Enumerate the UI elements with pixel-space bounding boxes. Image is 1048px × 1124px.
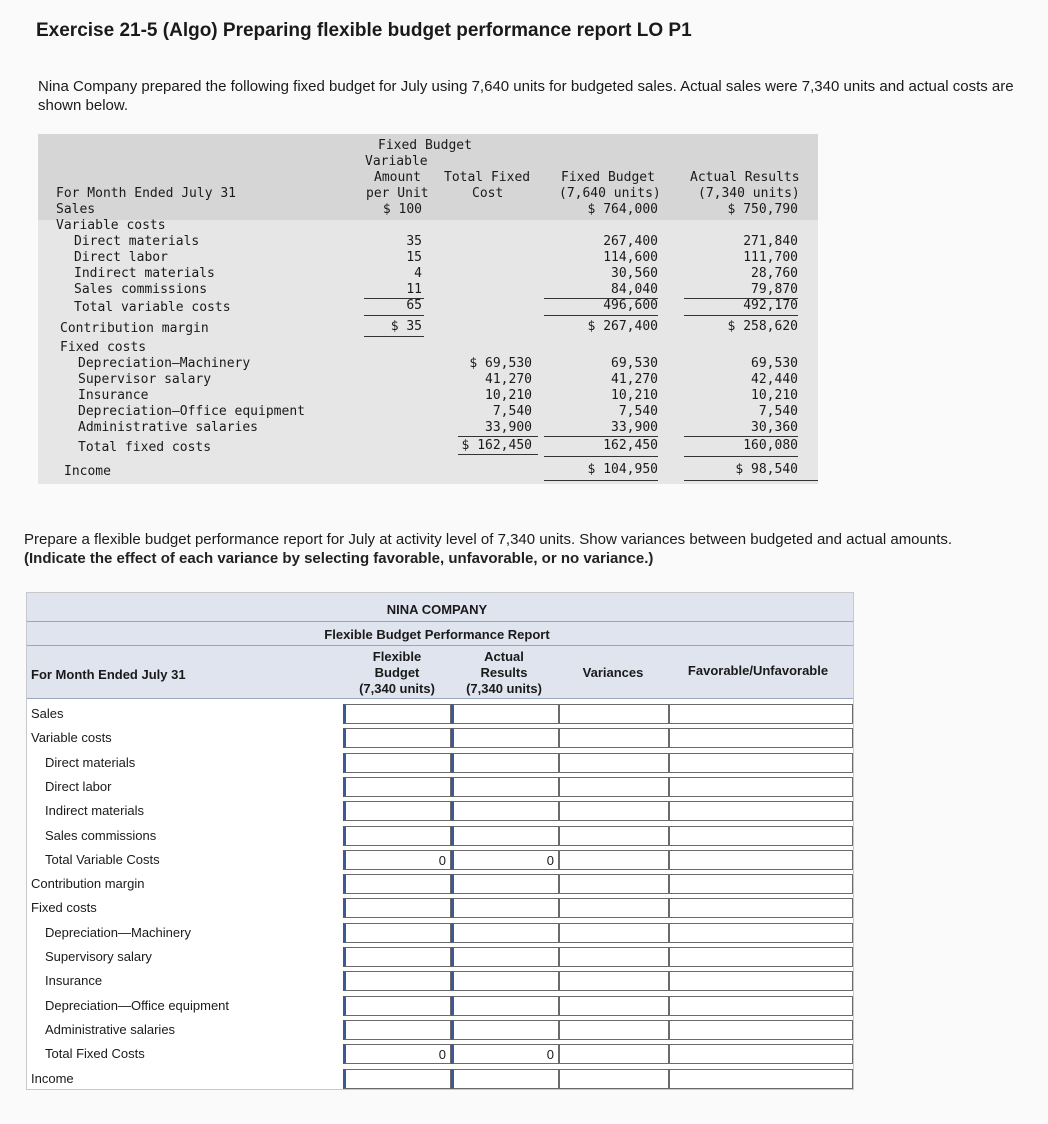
variance-input[interactable] xyxy=(559,1069,669,1089)
variance-input[interactable] xyxy=(559,923,669,943)
report-row-label: Variable costs xyxy=(31,730,112,745)
favorable-unfavorable-select[interactable] xyxy=(669,777,853,797)
header-divider xyxy=(27,645,853,646)
flexible-budget-input[interactable] xyxy=(343,850,451,870)
col-flexible-line3: (7,340 units) xyxy=(359,681,435,696)
favorable-unfavorable-select[interactable] xyxy=(669,1069,853,1089)
variance-input[interactable] xyxy=(559,996,669,1016)
actual-results-input[interactable] xyxy=(451,753,559,773)
col-actual-line1: Actual xyxy=(484,649,524,664)
var-amount-header-1: Fixed Budget xyxy=(378,138,472,153)
fb-im-actual: 28,760 xyxy=(751,266,798,281)
computed-total-value: 0 xyxy=(546,853,554,868)
variance-input[interactable] xyxy=(559,753,669,773)
flexible-budget-input[interactable] xyxy=(343,923,451,943)
favorable-unfavorable-select[interactable] xyxy=(669,996,853,1016)
favorable-unfavorable-select[interactable] xyxy=(669,801,853,821)
report-row-label: Fixed costs xyxy=(31,900,97,915)
favorable-unfavorable-select[interactable] xyxy=(669,947,853,967)
fb-tvc-actual: 492,170 xyxy=(743,298,798,313)
flexible-budget-input[interactable] xyxy=(343,996,451,1016)
total-fixed-header-2: Cost xyxy=(472,186,504,201)
actual-header-2: (7,340 units) xyxy=(698,186,800,201)
fb-row-label-income: Income xyxy=(64,464,111,479)
fb-sc-budget: 84,040 xyxy=(611,282,658,297)
col-flexible-header xyxy=(345,649,449,697)
actual-results-input[interactable] xyxy=(451,923,559,943)
favorable-unfavorable-select[interactable] xyxy=(669,898,853,918)
report-subtitle: Flexible Budget Performance Report xyxy=(324,627,550,642)
exercise-intro: Nina Company prepared the following fixed budget for July using 7,640 units for budgeted sales. Actual sales were 7,340 units and actual costs are shown below. xyxy=(38,78,1014,114)
fb-underline xyxy=(544,456,658,457)
fb-row-label-insurance: Insurance xyxy=(78,388,149,403)
flexible-budget-input[interactable] xyxy=(343,1044,451,1064)
fb-cm-budget: $ 267,400 xyxy=(587,319,658,334)
col-actual-header xyxy=(451,649,557,697)
fb-underline xyxy=(684,480,818,481)
fb-dl-actual: 111,700 xyxy=(743,250,798,265)
fb-row-label-dep-office: Depreciation–Office equipment xyxy=(78,404,305,419)
actual-results-input[interactable] xyxy=(451,996,559,1016)
favorable-unfavorable-select[interactable] xyxy=(669,850,853,870)
fb-underline xyxy=(684,315,798,316)
variance-input[interactable] xyxy=(559,704,669,724)
fb-sc-actual: 79,870 xyxy=(751,282,798,297)
col-flexible-line2: Budget xyxy=(374,665,420,680)
variance-input[interactable] xyxy=(559,1044,669,1064)
fb-tfc-budget: 162,450 xyxy=(603,438,658,453)
flexible-budget-report xyxy=(26,592,854,1090)
flexible-budget-input[interactable] xyxy=(343,777,451,797)
fb-dep-mach-budget: 69,530 xyxy=(611,356,658,371)
fb-insurance-actual: 10,210 xyxy=(751,388,798,403)
header-divider xyxy=(27,621,853,622)
fb-admin-fixed: 33,900 xyxy=(485,420,532,435)
exercise-title: Exercise 21-5 (Algo) Preparing flexible budget performance report LO P1 xyxy=(36,20,692,41)
fb-underline xyxy=(544,480,658,481)
report-row-label: Contribution margin xyxy=(31,876,145,891)
fb-cm-actual: $ 258,620 xyxy=(727,319,798,334)
var-amount-header-3: Amount xyxy=(374,170,421,185)
fb-row-label-tvc: Total variable costs xyxy=(74,300,231,315)
instructions xyxy=(24,530,1014,568)
fb-insurance-fixed: 10,210 xyxy=(485,388,532,403)
fb-underline xyxy=(544,436,658,437)
total-fixed-header-1: Total Fixed xyxy=(444,170,531,185)
fb-underline xyxy=(684,456,798,457)
fb-supervisor-budget: 41,270 xyxy=(611,372,658,387)
col-variances-header: Variances xyxy=(582,665,644,680)
fb-row-label-period: For Month Ended July 31 xyxy=(56,186,237,201)
fb-im-budget: 30,560 xyxy=(611,266,658,281)
fb-tfc-actual: 160,080 xyxy=(743,438,798,453)
var-amount-header-2: Variable xyxy=(365,154,428,169)
fb-dep-office-fixed: 7,540 xyxy=(492,404,532,419)
col-flexible-line1: Flexible xyxy=(372,649,422,664)
fb-insurance-budget: 10,210 xyxy=(611,388,658,403)
actual-results-input[interactable] xyxy=(451,1044,559,1064)
flexible-budget-input[interactable] xyxy=(343,1069,451,1089)
fb-admin-budget: 33,900 xyxy=(611,420,658,435)
report-period: For Month Ended July 31 xyxy=(31,667,186,682)
variance-input[interactable] xyxy=(559,1020,669,1040)
fb-sc-var: 11 xyxy=(406,282,422,297)
variance-input[interactable] xyxy=(559,898,669,918)
flexible-budget-input[interactable] xyxy=(343,753,451,773)
fixed-budget-header-1: Fixed Budget xyxy=(561,170,655,185)
favorable-unfavorable-select[interactable] xyxy=(669,753,853,773)
report-row-label: Direct materials xyxy=(45,755,136,770)
fb-row-label-sales: Sales xyxy=(56,202,96,217)
fb-dep-mach-fixed: $ 69,530 xyxy=(469,356,532,371)
flexible-budget-input[interactable] xyxy=(343,898,451,918)
flexible-budget-input[interactable] xyxy=(343,704,451,724)
variance-input[interactable] xyxy=(559,728,669,748)
report-row-label: Sales xyxy=(31,706,64,721)
flexible-budget-input[interactable] xyxy=(343,1020,451,1040)
flexible-budget-input[interactable] xyxy=(343,801,451,821)
fb-row-label-dl: Direct labor xyxy=(74,250,168,265)
favorable-unfavorable-select[interactable] xyxy=(669,1020,853,1040)
report-row-label: Sales commissions xyxy=(45,828,157,843)
actual-results-input[interactable] xyxy=(451,777,559,797)
col-actual-line3: (7,340 units) xyxy=(466,681,542,696)
fb-dl-var: 15 xyxy=(406,250,422,265)
fb-row-label-dep-mach: Depreciation–Machinery xyxy=(78,356,251,371)
computed-total-value: 0 xyxy=(438,1047,446,1062)
fb-underline xyxy=(458,436,538,437)
fb-row-label-dm: Direct materials xyxy=(74,234,200,249)
fb-row-label-cm: Contribution margin xyxy=(60,321,209,336)
report-company: NINA COMPANY xyxy=(386,602,488,617)
flexible-budget-input[interactable] xyxy=(343,874,451,894)
flexible-budget-input[interactable] xyxy=(343,947,451,967)
favorable-unfavorable-select[interactable] xyxy=(669,728,853,748)
report-row-label: Depreciation—Office equipment xyxy=(45,998,230,1013)
actual-results-input[interactable] xyxy=(451,826,559,846)
flexible-budget-input[interactable] xyxy=(343,728,451,748)
flexible-budget-input[interactable] xyxy=(343,971,451,991)
fb-row-label-supervisor: Supervisor salary xyxy=(78,372,212,387)
actual-results-input[interactable] xyxy=(451,1020,559,1040)
fb-sales-var: $ 100 xyxy=(382,202,422,217)
actual-results-input[interactable] xyxy=(451,728,559,748)
favorable-unfavorable-select[interactable] xyxy=(669,1044,853,1064)
fb-im-var: 4 xyxy=(414,266,422,281)
col-fav-header: Favorable/Unfavorable xyxy=(687,663,829,678)
actual-results-input[interactable] xyxy=(451,801,559,821)
instructions-bold: (Indicate the effect of each variance by selecting favorable, unfavorable, or no variance.) xyxy=(24,550,654,567)
variance-input[interactable] xyxy=(559,971,669,991)
fb-underline xyxy=(364,315,424,316)
header-divider xyxy=(27,698,853,699)
favorable-unfavorable-select[interactable] xyxy=(669,826,853,846)
variance-input[interactable] xyxy=(559,826,669,846)
variance-input[interactable] xyxy=(559,947,669,967)
actual-results-input[interactable] xyxy=(451,704,559,724)
flexible-budget-input[interactable] xyxy=(343,826,451,846)
variance-input[interactable] xyxy=(559,801,669,821)
fb-dm-var: 35 xyxy=(406,234,422,249)
fb-row-label-admin: Administrative salaries xyxy=(78,420,259,435)
fb-underline xyxy=(364,336,424,337)
report-row-label: Administrative salaries xyxy=(45,1022,176,1037)
fb-row-label-tfc: Total fixed costs xyxy=(78,440,212,455)
actual-results-input[interactable] xyxy=(451,971,559,991)
fb-tfc-fixed: $ 162,450 xyxy=(461,438,532,453)
fb-supervisor-fixed: 41,270 xyxy=(485,372,532,387)
fb-dl-budget: 114,600 xyxy=(603,250,658,265)
actual-results-input[interactable] xyxy=(451,850,559,870)
computed-total-value: 0 xyxy=(546,1047,554,1062)
variance-input[interactable] xyxy=(559,874,669,894)
fb-sales-actual: $ 750,790 xyxy=(727,202,798,217)
fb-dm-budget: 267,400 xyxy=(603,234,658,249)
fb-income-budget: $ 104,950 xyxy=(587,462,658,477)
fb-dep-office-budget: 7,540 xyxy=(618,404,658,419)
report-row-label: Depreciation—Machinery xyxy=(45,925,191,940)
fb-underline xyxy=(544,315,658,316)
fb-cm-var: $ 35 xyxy=(390,319,422,334)
fb-tvc-budget: 496,600 xyxy=(603,298,658,313)
actual-results-input[interactable] xyxy=(451,1069,559,1089)
fixed-budget-header-2: (7,640 units) xyxy=(559,186,661,201)
fb-income-actual: $ 98,540 xyxy=(735,462,798,477)
fb-admin-actual: 30,360 xyxy=(751,420,798,435)
fb-row-label-sc: Sales commissions xyxy=(74,282,208,297)
favorable-unfavorable-select[interactable] xyxy=(669,923,853,943)
variance-input[interactable] xyxy=(559,850,669,870)
fb-supervisor-actual: 42,440 xyxy=(751,372,798,387)
fb-row-label-fixed-costs: Fixed costs xyxy=(60,340,147,355)
var-amount-header-4: per Unit xyxy=(366,186,429,201)
fb-underline xyxy=(458,454,538,455)
fb-dep-office-actual: 7,540 xyxy=(758,404,798,419)
fb-sales-budget: $ 764,000 xyxy=(587,202,658,217)
instructions-text: Prepare a flexible budget performance report for July at activity level of 7,340 units. Show variances between budgeted and actual amounts. xyxy=(24,531,953,548)
fb-dep-mach-actual: 69,530 xyxy=(751,356,798,371)
computed-total-value: 0 xyxy=(438,853,446,868)
actual-results-input[interactable] xyxy=(451,874,559,894)
report-row-label: Indirect materials xyxy=(45,803,144,818)
report-row-label: Total Variable Costs xyxy=(45,852,160,867)
actual-results-input[interactable] xyxy=(451,947,559,967)
actual-results-input[interactable] xyxy=(451,898,559,918)
fb-row-label-im: Indirect materials xyxy=(74,266,215,281)
report-row-label: Direct labor xyxy=(45,779,112,794)
fixed-budget-table xyxy=(38,134,818,484)
report-row-label: Total Fixed Costs xyxy=(45,1046,145,1061)
favorable-unfavorable-select[interactable] xyxy=(669,874,853,894)
variance-input[interactable] xyxy=(559,777,669,797)
fb-underline xyxy=(684,436,798,437)
col-actual-line2: Results xyxy=(480,665,528,680)
report-row-label: Insurance xyxy=(45,973,103,988)
fb-tvc-var: 65 xyxy=(406,298,422,313)
report-row-label: Supervisory salary xyxy=(45,949,152,964)
actual-header-1: Actual Results xyxy=(690,170,800,185)
favorable-unfavorable-select[interactable] xyxy=(669,971,853,991)
fb-dm-actual: 271,840 xyxy=(743,234,798,249)
favorable-unfavorable-select[interactable] xyxy=(669,704,853,724)
report-row-label: Income xyxy=(31,1071,74,1086)
fb-row-label-variable-costs: Variable costs xyxy=(56,218,166,233)
